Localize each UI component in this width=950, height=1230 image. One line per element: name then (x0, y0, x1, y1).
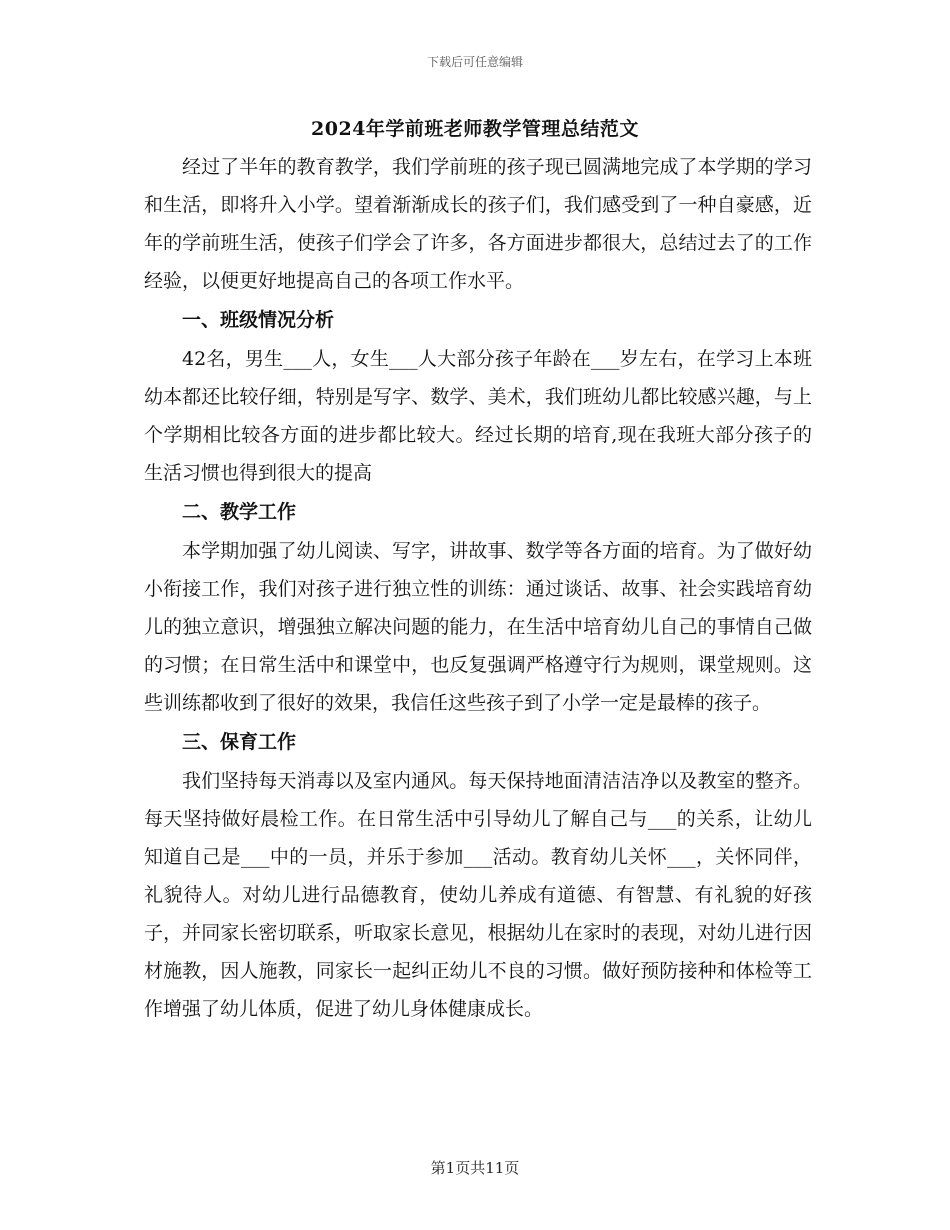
section-heading-class-analysis: 一、班级情况分析 (182, 309, 335, 331)
document-body (144, 148, 812, 1028)
section-heading-teaching: 二、教学工作 (182, 501, 297, 523)
section-body-care: 我们坚持每天消毒以及室内通风。每天保持地面清洁洁净以及教室的整齐。每天坚持做好晨检工作。在日常生活中引导幼儿了解自己与___的关系，让幼儿知道自己是___中的一员，并乐于参加___活动。教育幼儿关怀___，关怀同伴，礼貌待人。对幼儿进行品德教育，使幼儿养成有道德、有智慧、有礼貌的好孩子，并同家长密切联系，听取家长意见，根据幼儿在家时的表现，对幼儿进行因材施教，因人施教，同家长一起纠正幼儿不良的习惯。做好预防接种和体检等工作增强了幼儿体质，促进了幼儿身体健康成长。 (144, 770, 812, 1020)
document-title: 2024年学前班老师教学管理总结范文 (311, 118, 639, 140)
section-body-teaching: 本学期加强了幼儿阅读、写字，讲故事、数学等各方面的培育。为了做好幼小衔接工作，我们对孩子进行独立性的训练：通过谈话、故事、社会实践培育幼儿的独立意识，增强独立解决问题的能力，在生活中培育幼儿自己的事情自己做的习惯；在日常生活中和课堂中，也反复强调严格遵守行为规则，课堂规则。这些训练都收到了很好的效果，我信任这些孩子到了小学一定是最棒的孩子。 (144, 540, 812, 714)
page-header-note: 下载后可任意编辑 (426, 55, 523, 69)
intro-paragraph: 经过了半年的教育教学，我们学前班的孩子现已圆满地完成了本学期的学习和生活，即将升入小学。望着渐渐成长的孩子们，我们感受到了一种自豪感，近年的学前班生活，使孩子们学会了许多，各方面进步都很大，总结过去了的工作经验，以便更好地提高自己的各项工作水平。 (144, 156, 812, 292)
section-heading-care: 三、保育工作 (182, 731, 297, 753)
page-number-footer: 第1页共11页 (430, 1159, 520, 1177)
section-body-class-analysis: 42名，男生___人，女生___人大部分孩子年龄在___岁左右，在学习上本班幼本都还比较仔细，特别是写字、数学、美术，我们班幼儿都比较感兴趣，与上个学期相比较各方面的进步都比较大。经过长期的培育,现在我班大部分孩子的生活习惯也得到很大的提高 (144, 348, 812, 484)
